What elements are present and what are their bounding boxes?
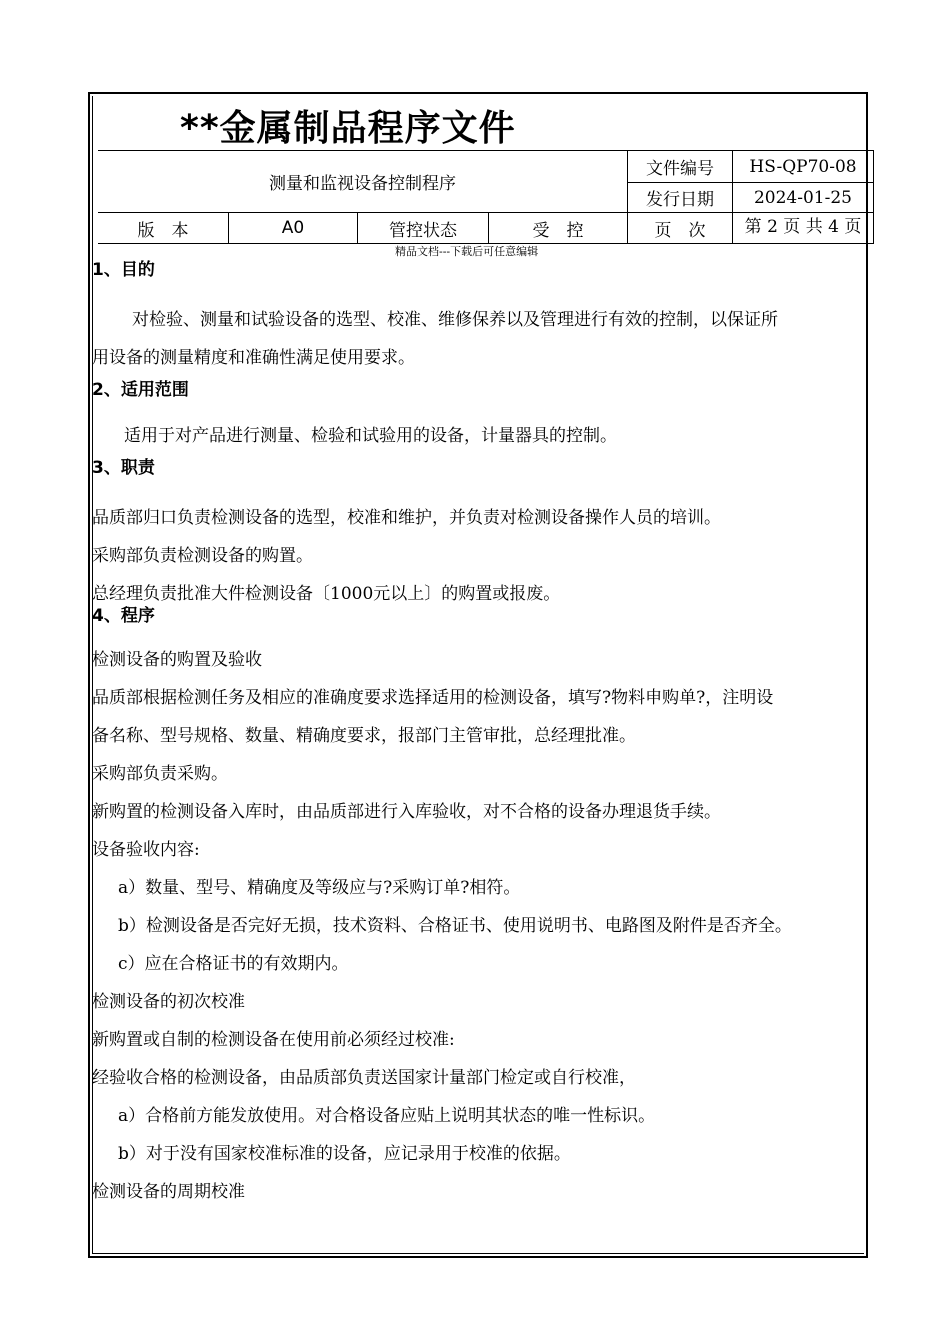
document-body — [92, 257, 864, 1211]
doc-no-value: HS-QP70-08 — [733, 151, 874, 183]
control-status-label: 管控状态 — [358, 213, 489, 244]
paragraph: 采购部负责检测设备的购置。 — [92, 546, 313, 566]
list-item: b）检测设备是否完好无损，技术资料、合格证书、使用说明书、电路图及附件是否齐全。 — [118, 916, 792, 936]
company-title: **金属制品程序文件 — [180, 108, 516, 149]
version-value: A0 — [229, 213, 358, 244]
paragraph: 经验收合格的检测设备，由品质部负责送国家计量部门检定或自行校准， — [92, 1068, 636, 1088]
frame-inner-line-bottom — [92, 1253, 864, 1254]
section-2-heading: 2、适用范围 — [92, 380, 189, 400]
paragraph: 适用于对产品进行测量、检验和试验用的设备，计量器具的控制。 — [124, 426, 617, 446]
list-item: a）数量、型号、精确度及等级应与?采购订单?相符。 — [118, 878, 521, 898]
section-4-heading: 4、程序 — [92, 606, 155, 626]
paragraph: 新购置或自制的检测设备在使用前必须经过校准: — [92, 1030, 455, 1050]
paragraph: 备名称、型号规格、数量、精确度要求，报部门主管审批，总经理批准。 — [92, 726, 636, 746]
section-3-heading: 3、职责 — [92, 458, 155, 478]
list-item: a）合格前方能发放使用。对合格设备应贴上说明其状态的唯一性标识。 — [118, 1106, 656, 1126]
section-1-heading: 1、目的 — [92, 260, 155, 280]
list-item: b）对于没有国家校准标准的设备，应记录用于校准的依据。 — [118, 1144, 571, 1164]
paragraph: 设备验收内容: — [92, 840, 200, 860]
paragraph: 对检验、测量和试验设备的选型、校准、维修保养以及管理进行有效的控制，以保证所 — [132, 310, 778, 330]
issue-date-label: 发行日期 — [628, 183, 733, 213]
subheading: 检测设备的购置及验收 — [92, 650, 262, 670]
paragraph: 总经理负责批准大件检测设备〔1000元以上〕的购置或报废。 — [92, 584, 561, 604]
subheading: 检测设备的周期校准 — [92, 1182, 245, 1202]
issue-date-value: 2024-01-25 — [733, 183, 874, 213]
page-label: 页 次 — [628, 213, 733, 244]
paragraph: 新购置的检测设备入库时，由品质部进行入库验收，对不合格的设备办理退货手续。 — [92, 802, 721, 822]
subheading: 检测设备的初次校准 — [92, 992, 245, 1012]
paragraph: 品质部根据检测任务及相应的准确度要求选择适用的检测设备，填写?物料申购单?，注明设 — [92, 688, 774, 708]
paragraph: 采购部负责采购。 — [92, 764, 228, 784]
version-label: 版 本 — [98, 213, 229, 244]
doc-title: 测量和监视设备控制程序 — [98, 151, 628, 213]
doc-no-label: 文件编号 — [628, 151, 733, 183]
header-table — [98, 150, 874, 244]
paragraph: 用设备的测量精度和准确性满足使用要求。 — [92, 348, 415, 368]
control-status-value: 受 控 — [489, 213, 628, 244]
caption: 精品文档---下载后可任意编辑 — [395, 245, 539, 258]
page-value-text: 第 2 页 共 4 页 — [744, 217, 862, 237]
paragraph: 品质部归口负责检测设备的选型，校准和维护，并负责对检测设备操作人员的培训。 — [92, 508, 721, 528]
list-item: c）应在合格证书的有效期内。 — [118, 954, 349, 974]
page-value — [733, 213, 874, 244]
